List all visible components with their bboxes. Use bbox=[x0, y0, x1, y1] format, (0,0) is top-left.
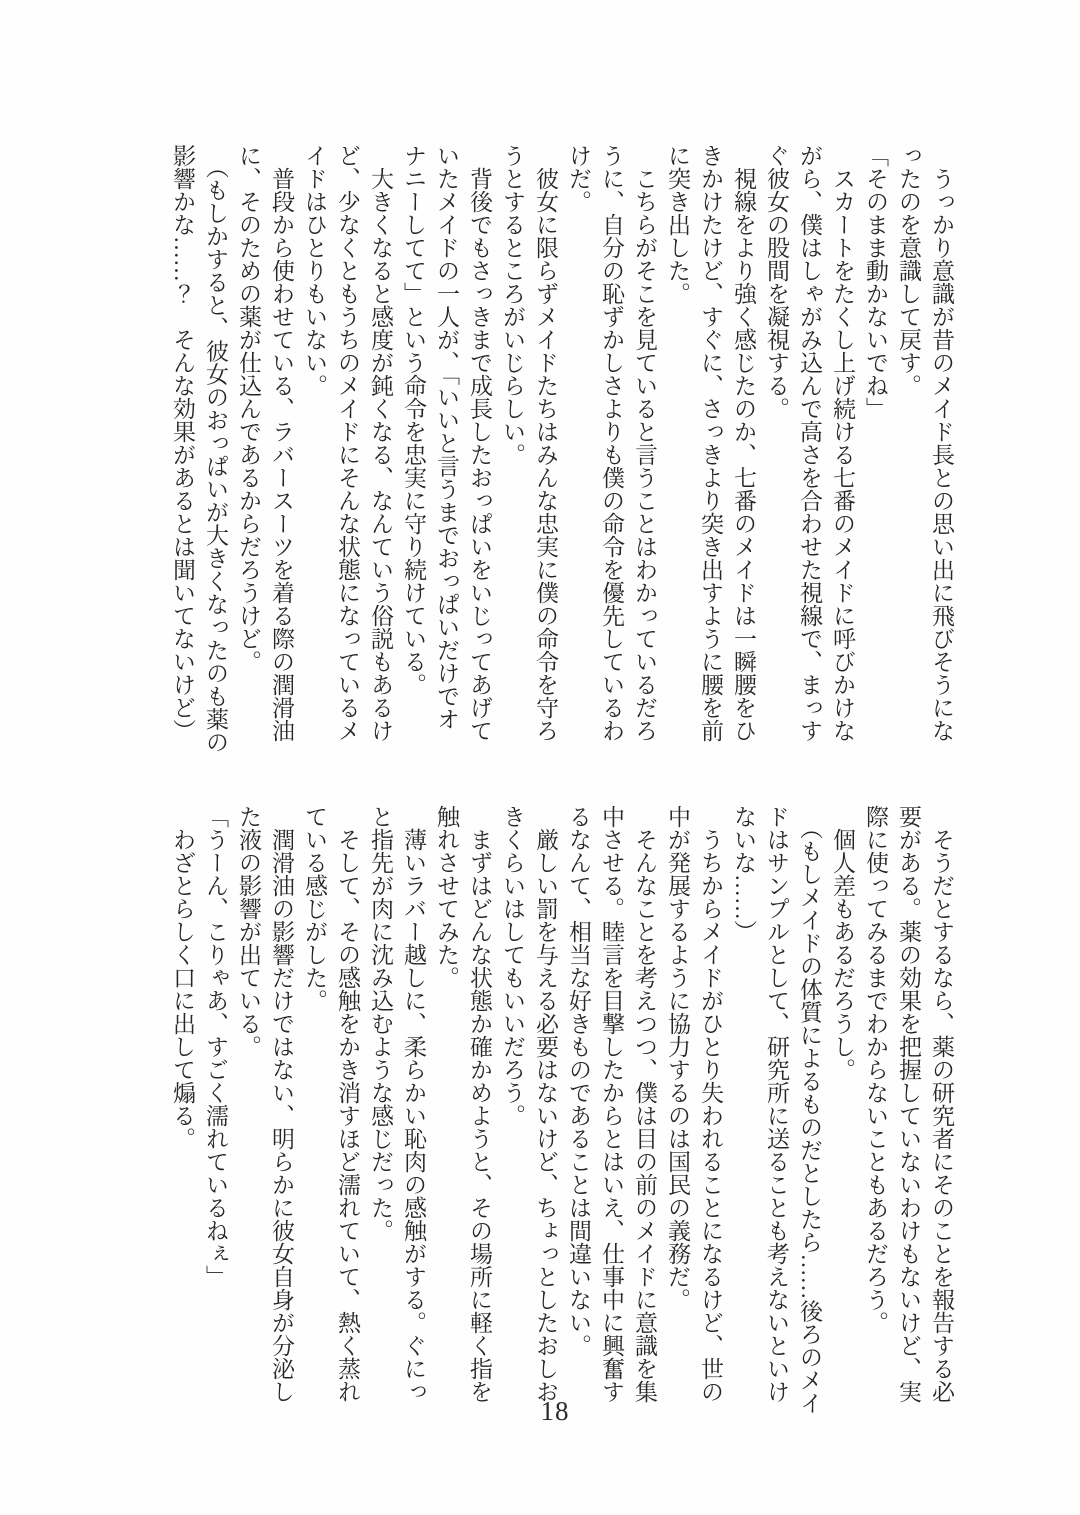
page-number: 18 bbox=[540, 1396, 570, 1426]
text-line: （もしメイドの体質によるものだとしたら……後ろのメイ bbox=[797, 805, 822, 1415]
text-line: 「そのまま動かないでね」 bbox=[863, 144, 888, 420]
text-line: ど、少なくともうちのメイドにそんな状態になっているメ bbox=[335, 144, 360, 742]
text-line: 中が発展するように協力するのは国民の義務だ。 bbox=[665, 805, 690, 1311]
text-line: けだ。 bbox=[566, 144, 591, 213]
text-line: 大きくなると感度が鈍くなる、なんていう俗説もあるけ bbox=[368, 144, 393, 742]
text-line: うっかり意識が昔のメイド長との思い出に飛びそうにな bbox=[929, 144, 954, 742]
text-line: 際に使ってみるまでわからないこともあるだろう。 bbox=[863, 805, 888, 1334]
text-line: ドはサンプルとして、研究所に送ることも考えないといけ bbox=[764, 805, 789, 1403]
text-line: いたメイドの一人が、「いいと言うまでおっぱいだけでオ bbox=[434, 144, 459, 731]
text-line: に、そのための薬が仕込んであるからだろうけど。 bbox=[236, 144, 261, 673]
text-line: 影響かな……？ そんな効果があるとは聞いてないけど） bbox=[170, 144, 195, 742]
text-line: た液の影響が出ている。 bbox=[236, 805, 261, 1058]
text-line: 背後でもさっきまで成長したおっぱいをいじってあげて bbox=[467, 144, 492, 742]
text-line: イドはひとりもいない。 bbox=[302, 144, 327, 397]
text-line: そうだとするなら、薬の研究者にそのことを報告する必 bbox=[929, 805, 954, 1403]
text-line: 「うーん、こりゃあ、すごく濡れているねぇ」 bbox=[203, 805, 228, 1288]
text-line: 薄いラバー越しに、柔らかい恥肉の感触がする。ぐにっ bbox=[401, 805, 426, 1403]
text-line: ぐ彼女の股間を凝視する。 bbox=[764, 144, 789, 420]
text-line: スカートをたくし上げ続ける七番のメイドに呼びかけな bbox=[830, 144, 855, 742]
text-line: ったのを意識して戻す。 bbox=[896, 144, 921, 397]
text-line: きくらいはしてもいいだろう。 bbox=[500, 805, 525, 1127]
text-line: と指先が肉に沈み込むような感じだった。 bbox=[368, 805, 393, 1242]
text-line: うとするところがいじらしい。 bbox=[500, 144, 525, 466]
text-line: 彼女に限らずメイドたちはみんな忠実に僕の命令を守ろ bbox=[533, 144, 558, 742]
text-line: るなんて、相当な好きものであることは間違いない。 bbox=[566, 805, 591, 1357]
text-line: 中させる。睦言を目撃したからとはいえ、仕事中に興奮す bbox=[599, 805, 624, 1403]
text-line: （もしかすると、彼女のおっぱいが大きくなったのも薬の bbox=[203, 144, 228, 754]
text-line: 視線をより強く感じたのか、七番のメイドは一瞬腰をひ bbox=[731, 144, 756, 742]
text-line: わざとらしく口に出して煽る。 bbox=[170, 805, 195, 1150]
text-block-bottom bbox=[166, 805, 958, 1430]
text-line: そして、その感触をかき消すほど濡れていて、熱く蒸れ bbox=[335, 805, 360, 1403]
text-line: 触れさせてみた。 bbox=[434, 805, 459, 989]
text-line: 普段から使わせている、ラバースーツを着る際の潤滑油 bbox=[269, 144, 294, 742]
text-line: うちからメイドがひとり失われることになるけど、世の bbox=[698, 805, 723, 1403]
text-line: 厳しい罰を与える必要はないけど、ちょっとしたおしお bbox=[533, 805, 558, 1403]
text-line: ないな……） bbox=[731, 805, 756, 943]
text-line: きかけたけど、すぐに、さっきより突き出すように腰を前 bbox=[698, 144, 723, 742]
text-line: うに、自分の恥ずかしさよりも僕の命令を優先しているわ bbox=[599, 144, 624, 742]
text-line: がら、僕はしゃがみ込んで高さを合わせた視線で、まっす bbox=[797, 144, 822, 742]
text-line: ナニーしてて」という命令を忠実に守り続けている。 bbox=[401, 144, 426, 696]
text-line: まずはどんな状態か確かめようと、その場所に軽く指を bbox=[467, 805, 492, 1403]
text-line: 要がある。薬の効果を把握していないわけもないけど、実 bbox=[896, 805, 921, 1403]
text-line: 潤滑油の影響だけではない、明らかに彼女自身が分泌し bbox=[269, 805, 294, 1403]
text-block-top bbox=[166, 144, 958, 769]
text-line: そんなことを考えつつ、僕は目の前のメイドに意識を集 bbox=[632, 805, 657, 1403]
text-line: こちらがそこを見ていると言うことはわかっているだろ bbox=[632, 144, 657, 742]
text-line: ている感じがした。 bbox=[302, 805, 327, 1012]
text-line: 個人差もあるだろうし。 bbox=[830, 805, 855, 1081]
text-line: に突き出した。 bbox=[665, 144, 690, 305]
